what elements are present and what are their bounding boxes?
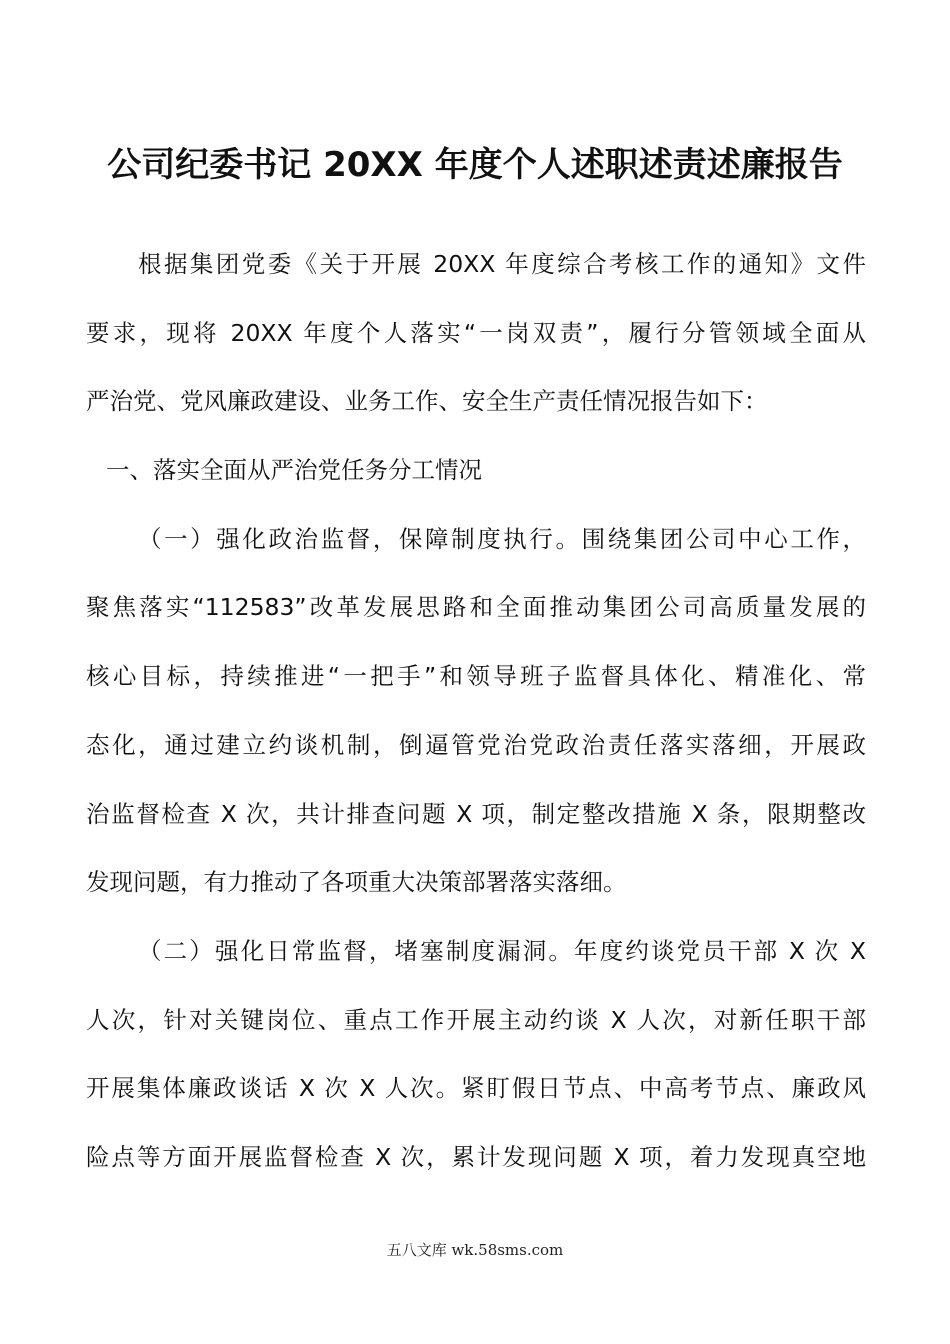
paragraph-line: 要求，现将 20XX 年度个人落实“一岗双责”，履行分管领域全面从: [86, 318, 866, 347]
document-title: 公司纪委书记 20XX 年度个人述职述责述廉报告: [107, 145, 843, 185]
section-heading: 一、落实全面从严治党任务分工情况: [106, 456, 482, 485]
paragraph-line: 核心目标，持续推进“一把手”和领导班子监督具体化、精准化、常: [86, 662, 866, 691]
paragraph-line: （一）强化政治监督，保障制度执行。围绕集团公司中心工作，: [138, 524, 866, 553]
document-body: [86, 238, 866, 1200]
paragraph-line: 人次，针对关键岗位、重点工作开展主动约谈 X 人次，对新任职干部: [86, 1005, 866, 1034]
paragraph-line: 态化，通过建立约谈机制，倒逼管党治党政治责任落实落细，开展政: [86, 730, 866, 759]
page-footer: 五八文库 wk.58sms.com: [386, 1241, 564, 1259]
paragraph-line: 险点等方面开展监督检查 X 次，累计发现问题 X 项，着力发现真空地: [86, 1142, 866, 1171]
paragraph-line: 治监督检查 X 次，共计排查问题 X 项，制定整改措施 X 条，限期整改: [86, 799, 866, 828]
paragraph-line: （二）强化日常监督，堵塞制度漏洞。年度约谈党员干部 X 次 X: [138, 936, 866, 965]
paragraph-line: 聚焦落实“112583”改革发展思路和全面推动集团公司高质量发展的: [86, 593, 866, 622]
paragraph-line: 根据集团党委《关于开展 20XX 年度综合考核工作的通知》文件: [138, 250, 866, 278]
paragraph-line: 开展集体廉政谈话 X 次 X 人次。紧盯假日节点、中高考节点、廉政风: [86, 1074, 866, 1103]
paragraph-line: 发现问题，有力推动了各项重大决策部署落实落细。: [86, 868, 627, 897]
paragraph-line: 严治党、党风廉政建设、业务工作、安全生产责任情况报告如下：: [86, 387, 768, 416]
